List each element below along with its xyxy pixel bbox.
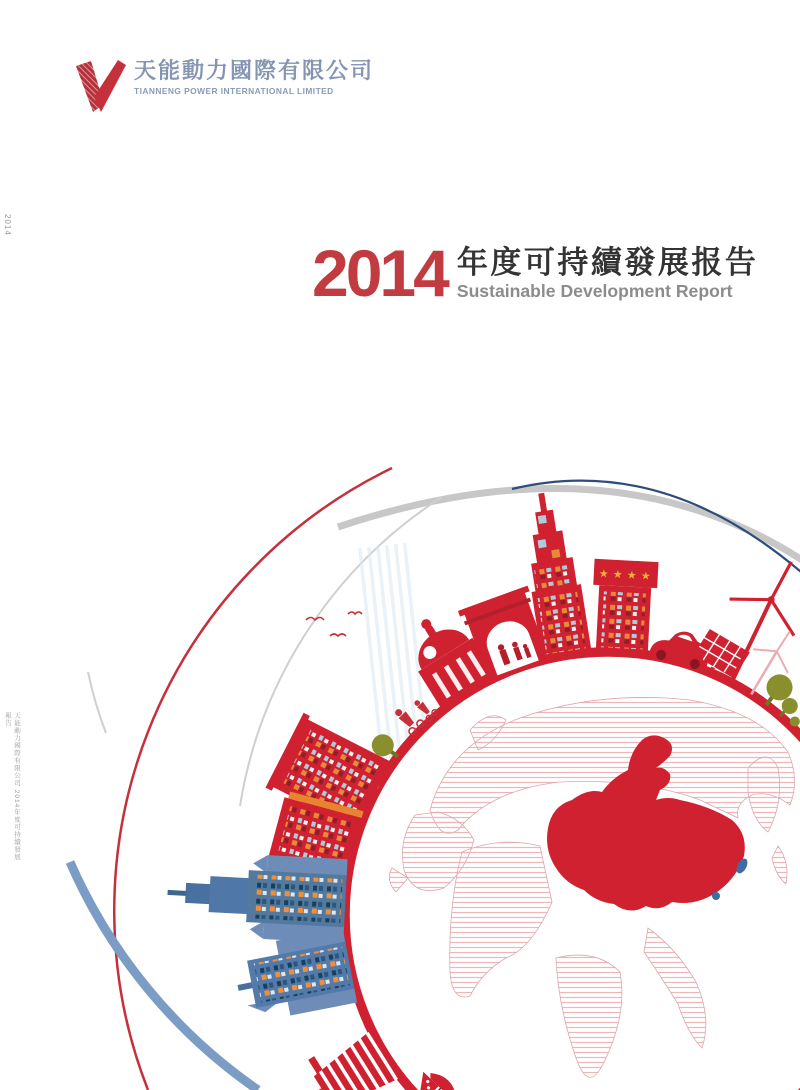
company-name-zh: 天能動力國際有限公司: [134, 58, 375, 83]
svg-text:★: ★: [612, 567, 624, 582]
title-en: Sustainable Development Report: [456, 280, 733, 301]
birds-icon: [306, 612, 362, 636]
report-title: [312, 236, 759, 310]
arc-gray-edge-tick: [88, 672, 106, 733]
svg-text:★: ★: [626, 568, 638, 583]
spine-text-top: 2014: [3, 214, 12, 236]
spine-text-bottom: 天能動力國際有限公司 2014年度可持續發展報告: [4, 712, 20, 861]
logo-v-icon: [74, 60, 126, 116]
blue-skyscraper-2-icon: [231, 928, 357, 1024]
svg-text:★: ★: [598, 567, 610, 581]
title-zh: 年度可持續發展报告: [456, 245, 759, 280]
company-logo: [74, 58, 374, 116]
hainan-island: [712, 892, 720, 900]
title-year: 2014: [312, 236, 447, 310]
svg-text:★: ★: [640, 569, 652, 583]
star-building-icon: [590, 559, 659, 654]
company-name-en: TIANNENG POWER INTERNATIONAL LIMITED: [134, 86, 334, 97]
blue-skyscraper-icon: [165, 850, 347, 943]
